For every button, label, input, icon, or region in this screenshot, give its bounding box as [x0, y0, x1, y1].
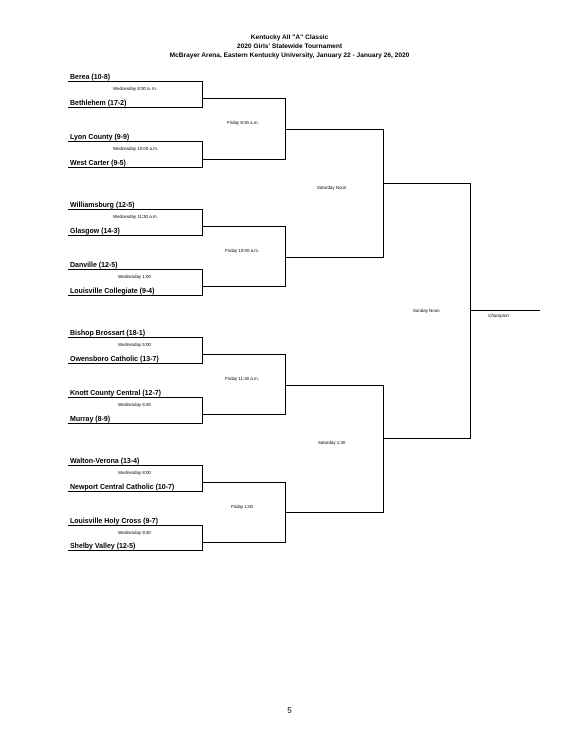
bracket-subtitle: 2020 Girls' Statewide Tournament — [236, 43, 343, 50]
bracket-venue: McBrayer Arena, Eastern Kentucky University, January 22 - January 26, 2020 — [169, 52, 410, 59]
team-slot-13: Walton-Verona (13-4) — [70, 458, 140, 465]
champion-label: Champion — [488, 313, 509, 318]
page-number: 5 — [287, 706, 292, 715]
game-time-r1-5: Wednesday 5:00 — [118, 342, 151, 347]
team-slot-4: West Carter (9-5) — [70, 160, 126, 167]
game-time-r1-4: Wednesday 1:00 — [118, 274, 151, 279]
game-time-qf-1: Friday 8:30 a.m. — [227, 120, 259, 125]
game-time-r1-8: Wednesday 9:30 — [118, 530, 151, 535]
game-time-r1-3: Wednesday 11:30 a.m. — [113, 214, 158, 219]
team-slot-14: Newport Central Catholic (10-7) — [70, 484, 175, 491]
team-slot-8: Louisville Collegiate (9-4) — [70, 288, 155, 295]
team-slot-2: Bethlehem (17-2) — [70, 100, 127, 107]
team-slot-1: Berea (10-8) — [70, 74, 111, 81]
team-slot-6: Glasgow (14-3) — [70, 228, 120, 235]
game-time-sf-2: Saturday 1:30 — [318, 440, 346, 445]
team-slot-16: Shelby Valley (12-5) — [70, 543, 136, 550]
team-slot-10: Owensboro Catholic (13-7) — [70, 356, 159, 363]
game-time-r1-7: Wednesday 8:00 — [118, 470, 151, 475]
game-time-sf-1: Saturday Noon — [317, 185, 347, 190]
game-time-final: Sunday Noon — [413, 308, 440, 313]
game-time-r1-2: Wednesday 10:00 a.m. — [113, 146, 159, 151]
team-slot-12: Murray (8-9) — [70, 416, 111, 423]
team-slot-15: Louisville Holy Cross (9-7) — [70, 518, 158, 525]
team-slot-3: Lyon County (9-9) — [70, 134, 130, 141]
game-time-qf-4: Friday 1:00 — [231, 504, 253, 509]
bracket-title: Kentucky All "A" Classic — [250, 34, 329, 41]
game-time-qf-3: Friday 11:30 a.m. — [225, 376, 259, 381]
team-slot-5: Williamsburg (12-5) — [70, 202, 135, 209]
team-slot-9: Bishop Brossart (18-1) — [70, 330, 146, 337]
team-slot-11: Knott County Central (12-7) — [70, 390, 161, 397]
game-time-qf-2: Friday 10:00 a.m. — [225, 248, 260, 253]
game-time-r1-1: Wednesday 8:30 a. m. — [113, 86, 157, 91]
game-time-r1-6: Wednesday 6:30 — [118, 402, 151, 407]
team-slot-7: Danville (12-5) — [70, 262, 118, 269]
